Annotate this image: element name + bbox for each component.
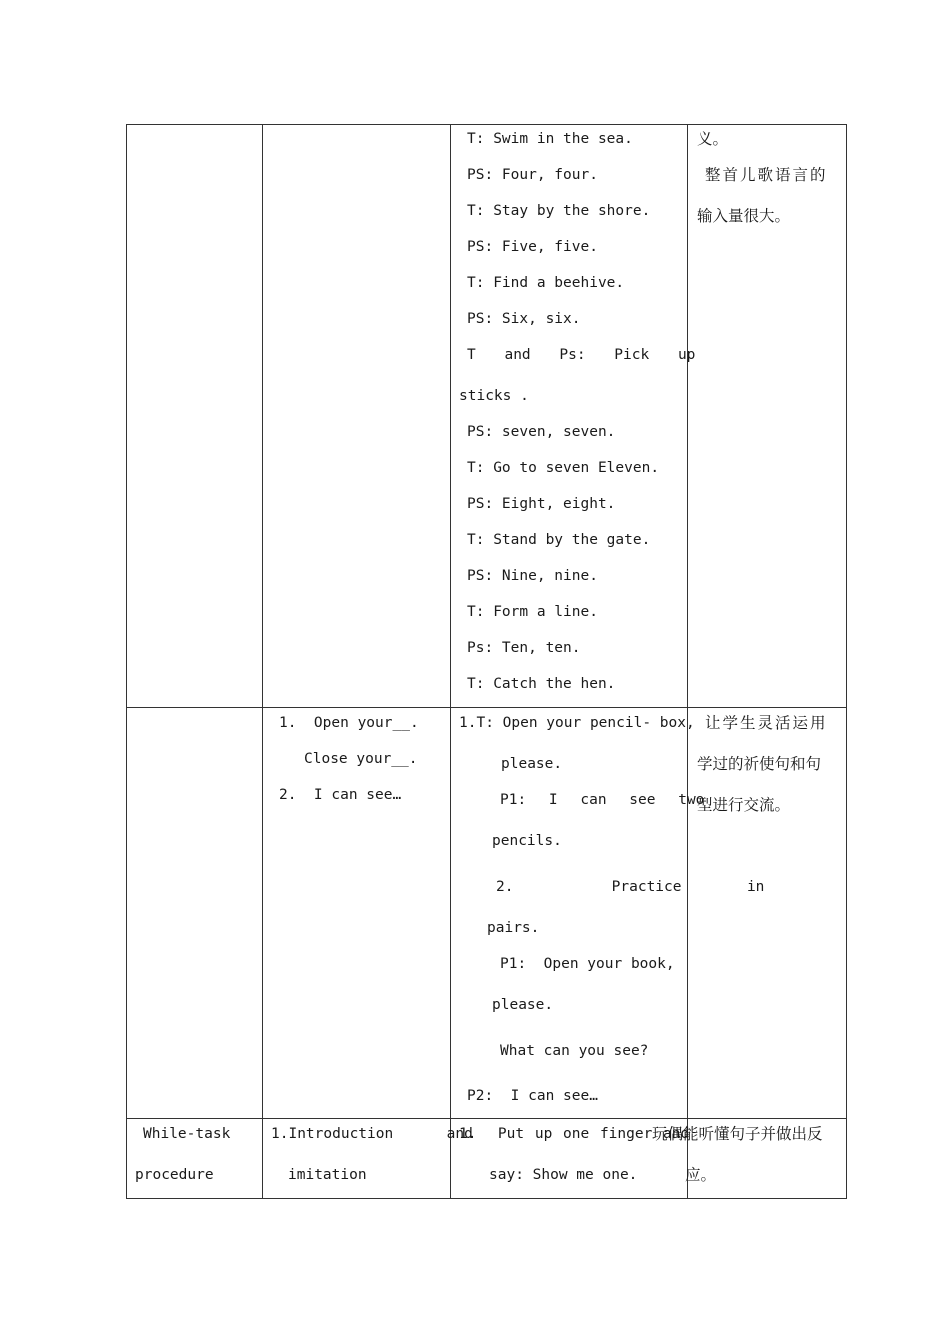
stage-cell bbox=[127, 1119, 263, 1199]
activity-line: P2: I can see… bbox=[467, 1088, 598, 1104]
stage-line: While-task bbox=[143, 1126, 231, 1142]
purpose-line: 让学生灵活运用 bbox=[705, 714, 828, 732]
stage-cell bbox=[127, 708, 263, 1119]
activity-line: P1: I can see two bbox=[500, 792, 705, 808]
activity-line: 2. Practice in bbox=[496, 879, 765, 895]
activity-line: T: Find a beehive. bbox=[467, 275, 625, 291]
activity-cell bbox=[451, 125, 696, 708]
content-cell bbox=[263, 1119, 473, 1199]
purpose-cell bbox=[688, 125, 847, 708]
activity-line: PS: seven, seven. bbox=[467, 424, 616, 440]
content-cell bbox=[263, 125, 451, 708]
activity-line: please. bbox=[492, 997, 554, 1013]
activity-line: pairs. bbox=[487, 920, 540, 936]
content-cell bbox=[263, 708, 451, 1119]
activity-line: T and Ps: Pick up bbox=[467, 347, 696, 363]
activity-line: pencils. bbox=[492, 833, 562, 849]
purpose-cell bbox=[688, 708, 847, 1119]
activity-line: PS: Nine, nine. bbox=[467, 568, 598, 584]
purpose-line: 应。 bbox=[685, 1166, 717, 1184]
table-row bbox=[127, 708, 847, 1119]
purpose-line: 学过的祈使句和句 bbox=[697, 755, 822, 773]
stage-line: procedure bbox=[135, 1167, 214, 1183]
table-row bbox=[127, 1119, 847, 1199]
activity-line: PS: Six, six. bbox=[467, 311, 581, 327]
activity-line: T: Form a line. bbox=[467, 604, 598, 620]
table-row bbox=[127, 125, 847, 708]
activity-line: T: Catch the hen. bbox=[467, 676, 616, 692]
activity-line: PS: Five, five. bbox=[467, 239, 598, 255]
activity-line: sticks . bbox=[459, 388, 529, 404]
content-line: 1.Introduction and bbox=[271, 1126, 473, 1142]
activity-line: Ps: Ten, ten. bbox=[467, 640, 581, 656]
purpose-line: 玩偶能听懂句子并做出反 bbox=[652, 1125, 823, 1143]
content-line: imitation bbox=[288, 1167, 367, 1183]
content-line: 2. I can see… bbox=[279, 787, 402, 803]
activity-line: T: Go to seven Eleven. bbox=[467, 460, 660, 476]
purpose-line: 输入量很大。 bbox=[697, 207, 791, 225]
purpose-cell bbox=[652, 1119, 847, 1199]
activity-line: PS: Four, four. bbox=[467, 167, 598, 183]
stage-cell bbox=[127, 125, 263, 708]
activity-line: 1. Put up one finger and bbox=[459, 1126, 690, 1142]
purpose-line: 义。 bbox=[697, 130, 729, 148]
activity-line: What can you see? bbox=[500, 1043, 649, 1059]
activity-line: PS: Eight, eight. bbox=[467, 496, 616, 512]
purpose-line: 型进行交流。 bbox=[697, 796, 791, 814]
lesson-plan-table bbox=[126, 124, 847, 1199]
activity-line: T: Stay by the shore. bbox=[467, 203, 651, 219]
purpose-line: 整首儿歌语言的 bbox=[705, 166, 828, 184]
activity-line: P1: Open your book, bbox=[500, 956, 675, 972]
activity-line: T: Swim in the sea. bbox=[467, 131, 633, 147]
activity-line: please. bbox=[501, 756, 563, 772]
activity-line: 1.T: Open your pencil- box, bbox=[459, 715, 695, 731]
content-line: Close your__. bbox=[304, 751, 418, 767]
activity-line: say: Show me one. bbox=[489, 1167, 638, 1183]
content-line: 1. Open your__. bbox=[279, 715, 419, 731]
activity-line: T: Stand by the gate. bbox=[467, 532, 651, 548]
